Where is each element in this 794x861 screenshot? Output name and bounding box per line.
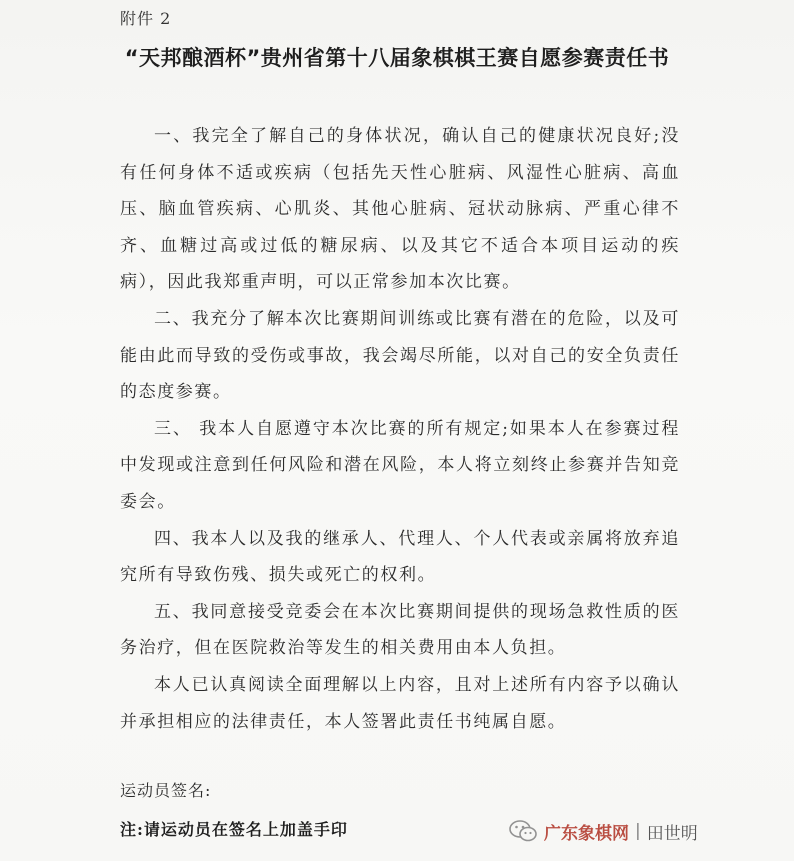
clause-2: 二、我充分了解本次比赛期间训练或比赛有潜在的危险，以及可能由此而导致的受伤或事故，我会竭尽所能，以对自己的安全负责任的态度参赛。 (120, 308, 680, 403)
signature-label: 运动员签名: (120, 781, 212, 800)
attachment-label: 附件 2 (120, 9, 172, 28)
fingerprint-note: 注:请运动员在签名上加盖手印 (120, 820, 348, 839)
clause-4: 四、我本人以及我的继承人、代理人、个人代表或亲属将放弃追究所有导致伤残、损失或死亡的权利。 (120, 528, 680, 586)
watermark-separator: | (635, 821, 641, 841)
clause-3: 三、 我本人自愿遵守本次比赛的所有规定;如果本人在参赛过程中发现或注意到任何风险和潜在风险，本人将立刻终止参赛并告知竞委会。 (120, 418, 680, 512)
confirmation-statement: 本人已认真阅读全面理解以上内容，且对上述所有内容予以确认并承担相应的法律责任，本人签署此责任书纯属自愿。 (120, 674, 680, 732)
watermark (508, 816, 698, 846)
document-title: “天邦酿酒杯”贵州省第十八届象棋棋王赛自愿参赛责任书 (124, 46, 670, 70)
wechat-icon (508, 818, 538, 844)
watermark-author: 田世明 (646, 823, 698, 844)
clause-5: 五、我同意接受竞委会在本次比赛期间提供的现场急救性质的医务治疗，但在医院救治等发生的相关费用由本人负担。 (120, 601, 680, 659)
watermark-brand: 广东象棋网 (544, 823, 629, 844)
clause-1: 一、我完全了解自己的身体状况，确认自己的健康状况良好;没有任何身体不适或疾病（包括先天性心脏病、风湿性心脏病、高血压、脑血管疾病、心肌炎、其他心脏病、冠状动脉病、严重心律不齐、血糖过高或过低的糖尿病、以及其它不适合本项目运动的疾病），因此我郑重声明，可以正常参加本次比赛。 (120, 126, 680, 293)
document-body (120, 118, 680, 740)
